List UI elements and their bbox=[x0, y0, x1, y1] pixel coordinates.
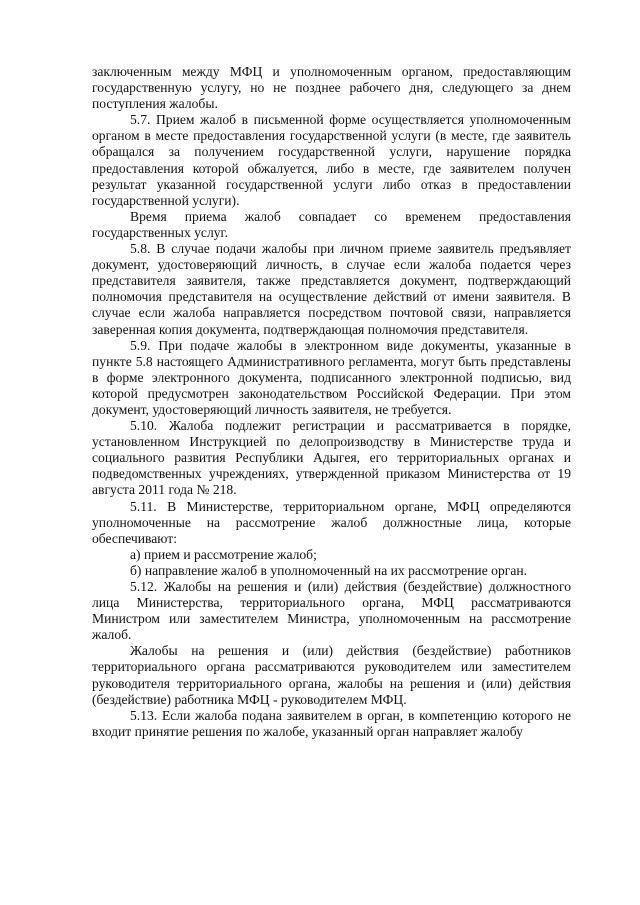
paragraph-continuation: заключенным между МФЦ и уполномоченным органом, предоставляющим государственную услугу, но не позднее рабочего дня, следующего за днем поступления жалобы. bbox=[92, 64, 571, 112]
paragraph-5-8: 5.8. В случае подачи жалобы при личном приеме заявитель предъявляет документ, удостоверяющий личность, в случае если жалоба подается через представителя заявителя, также представляется документ, подтверждающий полномочия представителя на осуществление действий от имени заявителя. В случае если жалоба направляется посредством почтовой связи, направляется заверенная копия документа, подтверждающая полномочия представителя. bbox=[92, 241, 571, 337]
paragraph-employee-complaints: Жалобы на решения и (или) действия (бездействие) работников территориального органа рассматриваются руководителем или заместителем руководителя территориального органа, жалобы на решения и (или) действия (бездействие) работника МФЦ - руководителем МФЦ. bbox=[92, 643, 571, 707]
document-body bbox=[92, 64, 571, 740]
list-item-a: а) прием и рассмотрение жалоб; bbox=[130, 546, 317, 562]
paragraph-5-12: 5.12. Жалобы на решения и (или) действия (бездействие) должностного лица Министерства, территориального органа, МФЦ рассматриваются Министром или заместителем Министра, уполномоченным на рассмотрение жалоб. bbox=[92, 579, 571, 643]
paragraph-5-10: 5.10. Жалоба подлежит регистрации и рассматривается в порядке, установленном Инструкцией по делопроизводству в Министерстве труда и социального развития Республики Адыгея, его территориальных органах и подведомственных учреждениях, утвержденной приказом Министерства от 19 августа 2011 года № 218. bbox=[92, 418, 571, 498]
paragraph-5-11: 5.11. В Министерстве, территориальном органе, МФЦ определяются уполномоченные на рассмотрение жалоб должностные лица, которые обеспечивают: bbox=[92, 498, 571, 546]
list-item-b: б) направление жалоб в уполномоченный на их рассмотрение орган. bbox=[130, 562, 528, 578]
paragraph-5-7: 5.7. Прием жалоб в письменной форме осуществляется уполномоченным органом в месте предоставления государственной услуги (в месте, где заявитель обращался за получением государственной услуги, нарушение порядка предоставления которой обжалуется, либо в месте, где заявителем получен результат указанной государственной услуги либо отказ в предоставлении государственной услуги). bbox=[92, 112, 571, 208]
paragraph-5-9: 5.9. При подаче жалобы в электронном виде документы, указанные в пункте 5.8 настоящего Административного регламента, могут быть представлены в форме электронного документа, подписанного электронной подписью, вид которой предусмотрен законодательством Российской Федерации. При этом документ, удостоверяющий личность заявителя, не требуется. bbox=[92, 337, 571, 417]
paragraph-5-13: 5.13. Если жалоба подана заявителем в орган, в компетенцию которого не входит принятие решения по жалобе, указанный орган направляет жалобу bbox=[92, 707, 571, 739]
paragraph-reception-time: Время приема жалоб совпадает со временем предоставления государственных услуг. bbox=[92, 208, 571, 240]
